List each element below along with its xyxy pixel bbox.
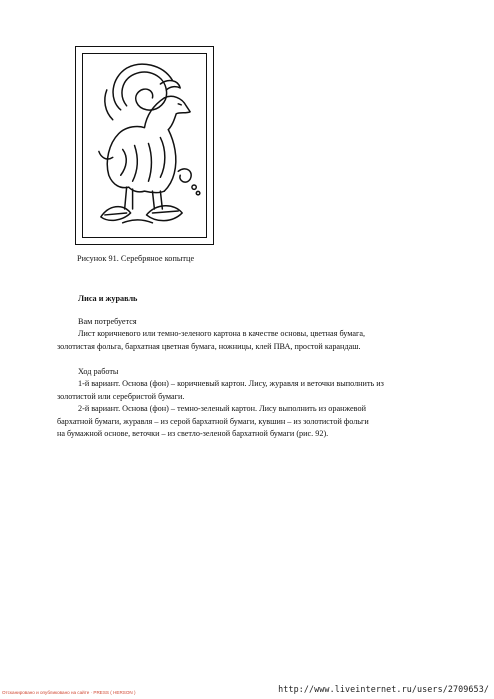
- variant1-line: золотистой или серебристой бумаги.: [57, 391, 185, 401]
- materials-line: золотистая фольга, бархатная цветная бумага, ножницы, клей ПВА, простой карандаш.: [57, 341, 361, 351]
- goat-drawing: [83, 54, 206, 237]
- variant2-line: на бумажной основе, веточки – из светло-зеленой бархатной бумаги (рис. 92).: [57, 429, 329, 439]
- footer-note: Отсканировано и опубликовано на сайте · PRESS ( HERSON ): [2, 690, 136, 695]
- variant2-line: 2-й вариант. Основа (фон) – темно-зеленый картон. Лису выполнить из оранжевой: [78, 404, 366, 414]
- variant2-line: бархатной бумаги, журавля – из серой бархатной бумаги, кувшин – из золотистой фольги: [57, 416, 369, 426]
- figure-caption: Рисунок 91. Серебряное копытце: [77, 254, 195, 263]
- materials-heading: Вам потребуется: [78, 317, 137, 326]
- work-block: [57, 366, 457, 440]
- materials-line: Лист коричневого или темно-зеленого картона в качестве основы, цветная бумага,: [78, 329, 366, 339]
- figure-frame: [75, 46, 214, 245]
- materials-block: [57, 316, 457, 353]
- figure-illustration-goat: [82, 53, 207, 238]
- variant1-line: 1-й вариант. Основа (фон) – коричневый картон. Лису, журавля и веточки выполнить из: [78, 379, 384, 389]
- work-heading: Ход работы: [78, 367, 119, 376]
- section-title: Лиса и журавль: [78, 294, 138, 303]
- footer-url-watermark: http://www.liveinternet.ru/users/2709653/: [278, 684, 489, 694]
